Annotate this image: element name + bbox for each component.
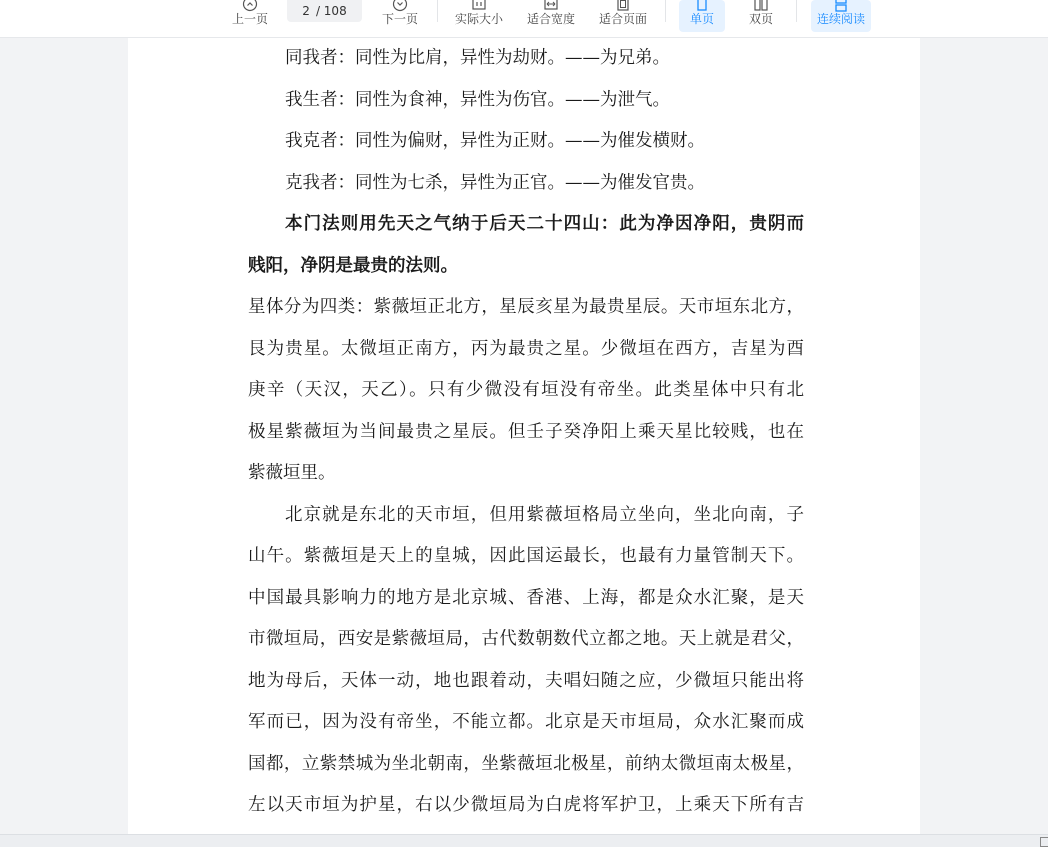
double-page-icon	[753, 0, 769, 12]
text-line: 星体分为四类：紫薇垣正北方，星辰亥星为最贵星辰。天市垣东北方，	[248, 297, 804, 317]
chevron-up-circle-icon	[242, 0, 258, 12]
text-line: 北京就是东北的天市垣，但用紫薇垣格局立坐向，坐北向南，子	[285, 504, 804, 525]
text-line: 艮为贵星。太微垣正南方，丙为最贵之星。少微垣在西方，吉星为酉	[248, 338, 804, 359]
text-line: 地为母后，天体一动，地也跟着动，夫唱妇随之应，少微垣只能出将	[248, 670, 804, 691]
page-number-field[interactable]	[287, 0, 362, 22]
fit-page-label: 适合页面	[598, 12, 647, 26]
text-line: 中国最具影响力的地方是北京城、香港、上海，都是众水汇聚，是天	[248, 587, 804, 608]
text-line: 贱阳，净阴是最贵的法则。	[248, 255, 458, 276]
resize-corner-icon	[1040, 837, 1048, 847]
text-line: 克我者：同性为七杀，异性为正官。——为催发官贵。	[285, 172, 705, 193]
double-page-label: 双页	[748, 12, 773, 26]
actual-size-button[interactable]	[453, 0, 505, 36]
text-line: 军而已，因为没有帝坐，不能立都。北京是天市垣局，众水汇聚而成	[248, 712, 804, 732]
toolbar-divider	[796, 0, 797, 22]
next-page-button[interactable]	[380, 0, 420, 36]
toolbar-divider	[437, 0, 438, 22]
text-line: 市微垣局，西安是紫薇垣局，古代数朝数代立都之地。天上就是君父，	[248, 629, 804, 649]
single-page-label: 单页	[689, 12, 714, 26]
reader-toolbar	[0, 0, 1048, 38]
continuous-reading-label: 连续阅读	[816, 12, 865, 26]
text-line: 紫薇垣里。	[248, 463, 336, 483]
text-line: 国都，立紫禁城为坐北朝南，坐紫薇垣北极星，前纳太微垣南太极星，	[248, 753, 804, 774]
double-page-button[interactable]	[741, 0, 781, 36]
toolbar-divider	[665, 0, 666, 22]
text-line: 极星紫薇垣为当间最贵之星辰。但壬子癸净阳上乘天星比较贱，也在	[248, 421, 804, 442]
actual-size-icon	[471, 0, 487, 12]
text-line: 庚辛（天汉，天乙）。只有少微没有垣没有帝坐。此类星体中只有北	[248, 380, 804, 400]
fit-width-button[interactable]	[525, 0, 577, 36]
single-page-button[interactable]	[679, 0, 725, 32]
fit-page-icon	[615, 0, 631, 12]
text-line: 我克者：同性为偏财，异性为正财。——为催发横财。	[285, 131, 705, 151]
fit-page-button[interactable]	[597, 0, 649, 36]
text-line: 山午。紫薇垣是天上的皇城，因此国运最长，也最有力量管制天下。	[248, 546, 804, 566]
page-text	[248, 38, 804, 827]
next-page-label: 下一页	[381, 12, 418, 26]
continuous-reading-icon	[833, 0, 849, 12]
single-page-icon	[694, 0, 710, 12]
document-page	[128, 38, 920, 834]
prev-page-label: 上一页	[231, 12, 268, 26]
fit-width-icon	[543, 0, 559, 12]
prev-page-button[interactable]	[230, 0, 270, 36]
current-page-value[interactable]: 2	[302, 4, 310, 18]
chevron-down-circle-icon	[392, 0, 408, 12]
text-line: 左以天市垣为护星，右以少微垣局为白虎将军护卫，上乘天下所有吉	[248, 795, 804, 815]
total-pages-value: / 108	[315, 4, 347, 18]
text-line: 我生者：同性为食神，异性为伤官。——为泄气。	[285, 89, 670, 110]
fit-width-label: 适合宽度	[526, 12, 575, 26]
continuous-reading-button[interactable]	[811, 0, 871, 32]
text-line: 同我者：同性为比肩，异性为劫财。——为兄弟。	[285, 48, 670, 68]
actual-size-label: 实际大小	[454, 12, 503, 26]
horizontal-scrollbar[interactable]	[0, 834, 1048, 847]
text-line: 本门法则用先天之气纳于后天二十四山：此为净因净阳，贵阴而	[285, 214, 804, 234]
